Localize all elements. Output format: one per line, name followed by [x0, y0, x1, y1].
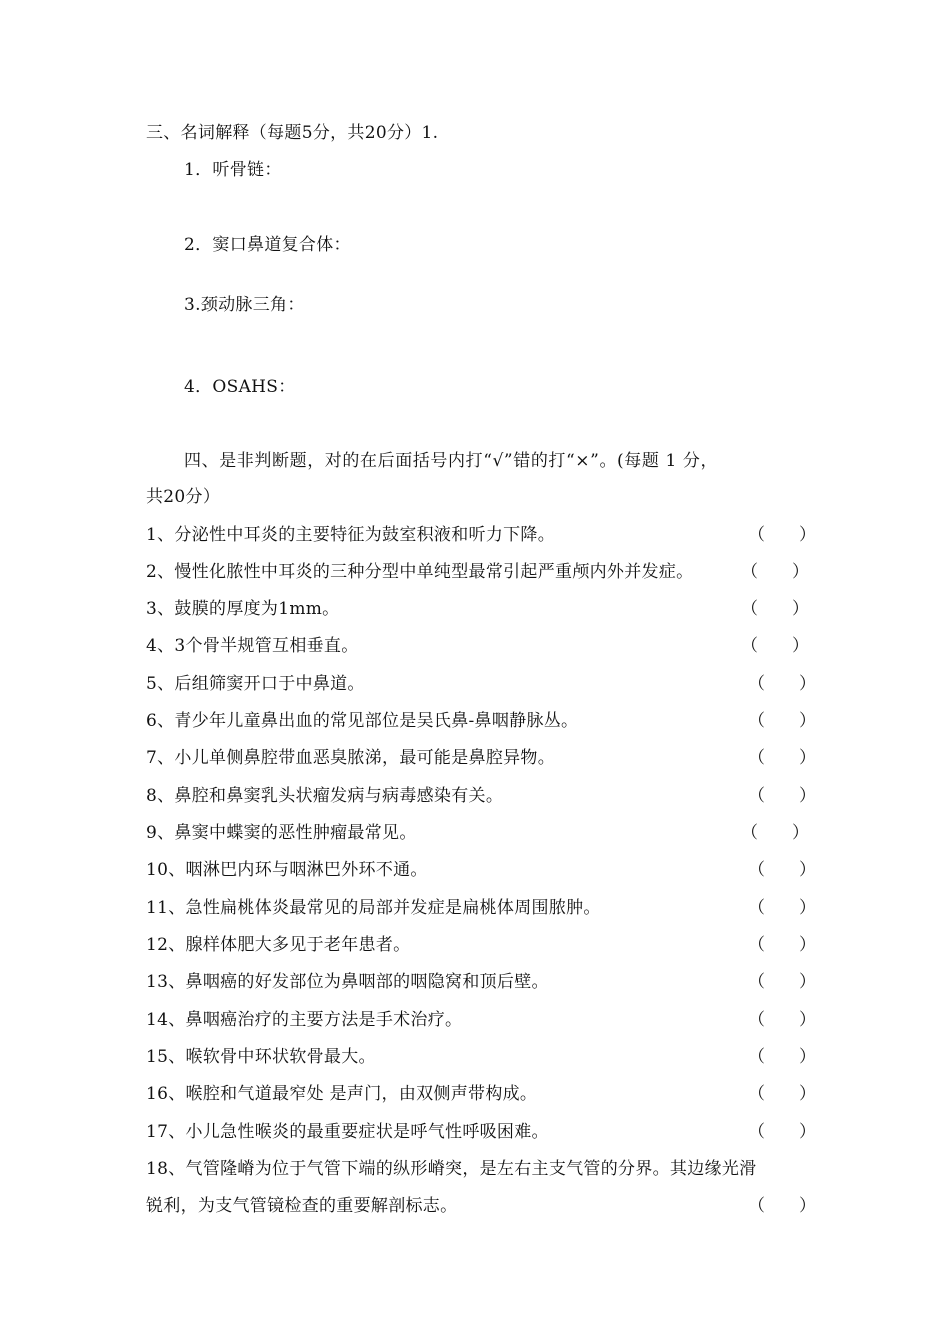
answer-paren-9[interactable]: （ ）: [741, 823, 809, 843]
answer-paren-6[interactable]: （ ）: [748, 711, 816, 731]
answer-paren-5[interactable]: （ ）: [748, 674, 816, 694]
question-13: 13、鼻咽癌的好发部位为鼻咽部的咽隐窝和顶后壁。: [146, 972, 549, 992]
section-3-heading: 三、名词解释（每题5分，共20分）1.: [146, 123, 439, 143]
section-4-heading-cont: 共20分）: [146, 487, 221, 507]
answer-paren-10[interactable]: （ ）: [748, 860, 816, 880]
answer-paren-14[interactable]: （ ）: [748, 1010, 816, 1030]
section-4-heading: 四、是非判断题，对的在后面括号内打“√”错的打“×”。(每题 1 分，: [184, 451, 719, 471]
question-17: 17、小儿急性喉炎的最重要症状是呼气性呼吸困难。: [146, 1122, 549, 1142]
term-4: 4．OSAHS：: [184, 377, 296, 397]
question-14: 14、鼻咽癌治疗的主要方法是手术治疗。: [146, 1010, 463, 1030]
answer-paren-16[interactable]: （ ）: [748, 1084, 816, 1104]
answer-paren-18[interactable]: （ ）: [748, 1196, 816, 1216]
answer-paren-3[interactable]: （ ）: [741, 599, 809, 619]
answer-paren-8[interactable]: （ ）: [748, 786, 816, 806]
term-1: 1．听骨链：: [184, 160, 282, 180]
question-1: 1、分泌性中耳炎的主要特征为鼓室积液和听力下降。: [146, 525, 556, 545]
question-6: 6、青少年儿童鼻出血的常见部位是吴氏鼻-鼻咽静脉丛。: [146, 711, 579, 731]
question-3: 3、鼓膜的厚度为1mm。: [146, 599, 340, 619]
question-11: 11、急性扁桃体炎最常见的局部并发症是扁桃体周围脓肿。: [146, 898, 601, 918]
question-10: 10、咽淋巴内环与咽淋巴外环不通。: [146, 860, 428, 880]
answer-paren-7[interactable]: （ ）: [748, 748, 816, 768]
question-16: 16、喉腔和气道最窄处 是声门，由双侧声带构成。: [146, 1084, 538, 1104]
question-9: 9、鼻窦中蝶窦的恶性肿瘤最常见。: [146, 823, 417, 843]
answer-paren-11[interactable]: （ ）: [748, 898, 816, 918]
question-15: 15、喉软骨中环状软骨最大。: [146, 1047, 376, 1067]
answer-paren-17[interactable]: （ ）: [748, 1122, 816, 1142]
term-2: 2．窦口鼻道复合体：: [184, 235, 351, 255]
question-8: 8、鼻腔和鼻窦乳头状瘤发病与病毒感染有关。: [146, 786, 504, 806]
question-12: 12、腺样体肥大多见于老年患者。: [146, 935, 411, 955]
question-7: 7、小儿单侧鼻腔带血恶臭脓涕，最可能是鼻腔异物。: [146, 748, 556, 768]
answer-paren-1[interactable]: （ ）: [748, 525, 816, 545]
question-5: 5、后组筛窦开口于中鼻道。: [146, 674, 365, 694]
question-18: 18、气管隆嵴为位于气管下端的纵形嵴突，是左右主支气管的分界。其边缘光滑: [146, 1159, 757, 1179]
answer-paren-12[interactable]: （ ）: [748, 935, 816, 955]
question-18-cont: 锐利，为支气管镜检查的重要解剖标志。: [146, 1196, 458, 1216]
question-2: 2、慢性化脓性中耳炎的三种分型中单纯型最常引起严重颅内外并发症。: [146, 562, 694, 582]
term-3: 3.颈动脉三角：: [184, 295, 305, 315]
answer-paren-4[interactable]: （ ）: [741, 636, 809, 656]
answer-paren-2[interactable]: （ ）: [741, 562, 809, 582]
answer-paren-13[interactable]: （ ）: [748, 972, 816, 992]
answer-paren-15[interactable]: （ ）: [748, 1047, 816, 1067]
question-4: 4、3个骨半规管互相垂直。: [146, 636, 359, 656]
